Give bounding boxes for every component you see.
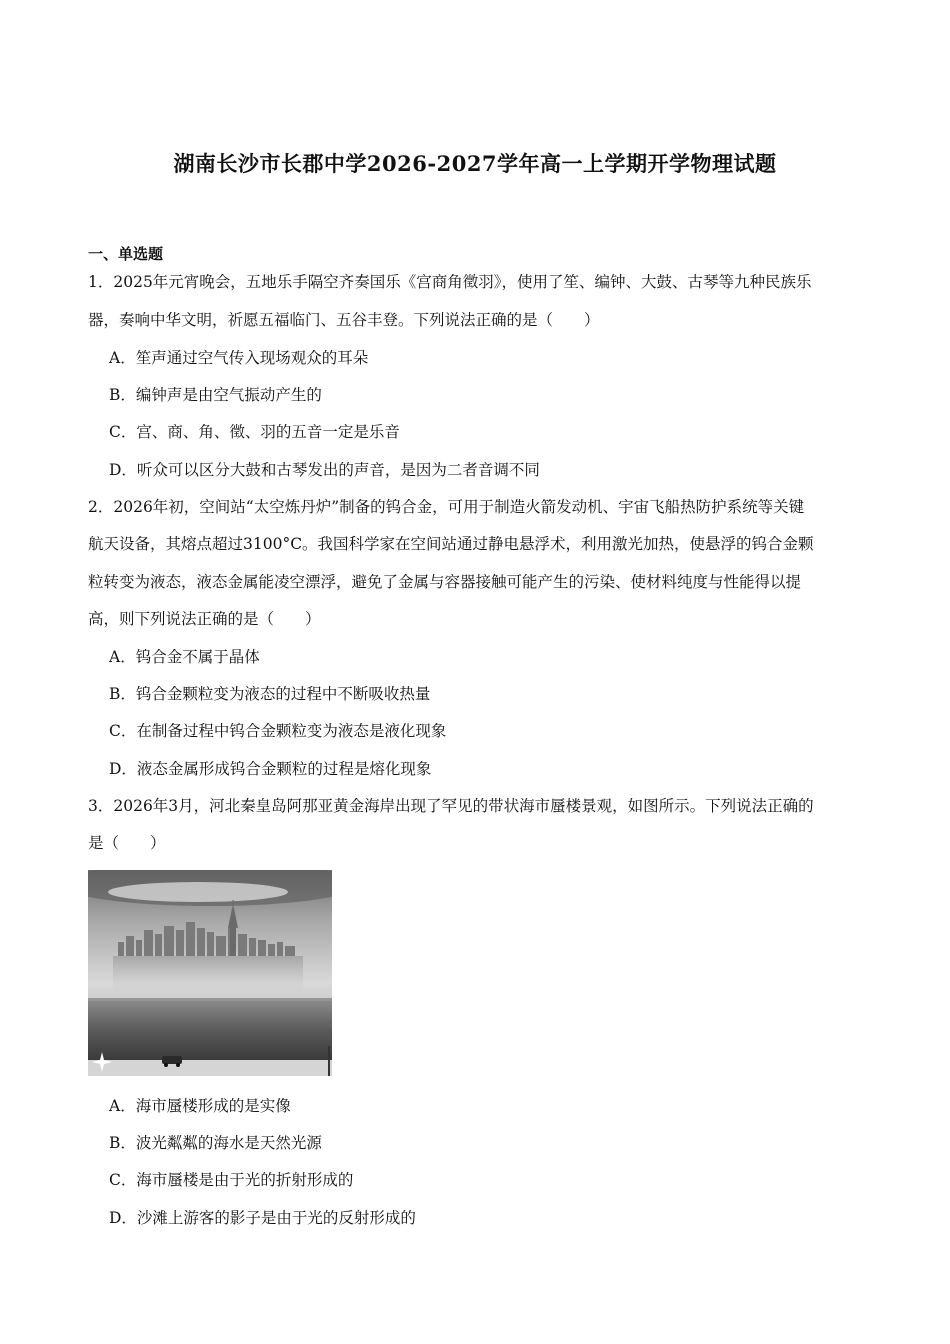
question-1-option-b: B．编钟声是由空气振动产生的 (109, 386, 322, 404)
question-2-line-1: 2．2026年初，空间站“太空炼丹炉”制备的钨合金，可用于制造火箭发动机、宇宙飞船热防护系统等关键 (88, 498, 805, 516)
question-1-option-a: A．笙声通过空气传入现场观众的耳朵 (109, 349, 369, 367)
question-3-option-d: D．沙滩上游客的影子是由于光的反射形成的 (109, 1209, 416, 1227)
question-3-option-c: C．海市蜃楼是由于光的折射形成的 (109, 1171, 354, 1189)
question-1-option-d: D．听众可以区分大鼓和古琴发出的声音，是因为二者音调不同 (109, 461, 540, 479)
question-2-option-a: A．钨合金不属于晶体 (109, 648, 260, 666)
question-2-line-4: 高，则下列说法正确的是（ ） (88, 610, 321, 628)
question-3-line-2: 是（ ） (88, 834, 166, 852)
page-title: 湖南长沙市长郡中学2026-2027学年高一上学期开学物理试题 (173, 151, 777, 176)
question-2-line-3: 粒转变为液态，液态金属能凌空漂浮，避免了金属与容器接触可能产生的污染、使材料纯度与性能得以提 (88, 573, 802, 591)
question-1-line-2: 器，奏响中华文明，祈愿五福临门、五谷丰登。下列说法正确的是（ ） (88, 311, 600, 329)
section-heading: 一、单选题 (88, 245, 164, 263)
question-3-line-1: 3．2026年3月，河北秦皇岛阿那亚黄金海岸出现了罕见的带状海市蜃楼景观，如图所示。下列说法正确的 (88, 797, 814, 815)
question-2-option-b: B．钨合金颗粒变为液态的过程中不断吸收热量 (109, 685, 431, 703)
question-3-option-a: A．海市蜃楼形成的是实像 (109, 1097, 291, 1115)
question-3-option-b: B．波光粼粼的海水是天然光源 (109, 1134, 322, 1152)
question-1-line-1: 1．2025年元宵晚会，五地乐手隔空齐奏国乐《宫商角徵羽》，使用了笙、编钟、大鼓、古琴等九种民族乐 (88, 273, 812, 291)
question-2-option-d: D．液态金属形成钨合金颗粒的过程是熔化现象 (109, 760, 432, 778)
mirage-photo (88, 870, 332, 1076)
question-1-option-c: C．宫、商、角、徵、羽的五音一定是乐音 (109, 423, 400, 441)
question-2-option-c: C．在制备过程中钨合金颗粒变为液态是液化现象 (109, 722, 447, 740)
question-2-line-2: 航天设备，其熔点超过3100°C。我国科学家在空间站通过静电悬浮术，利用激光加热，使悬浮的钨合金颗 (88, 535, 814, 553)
